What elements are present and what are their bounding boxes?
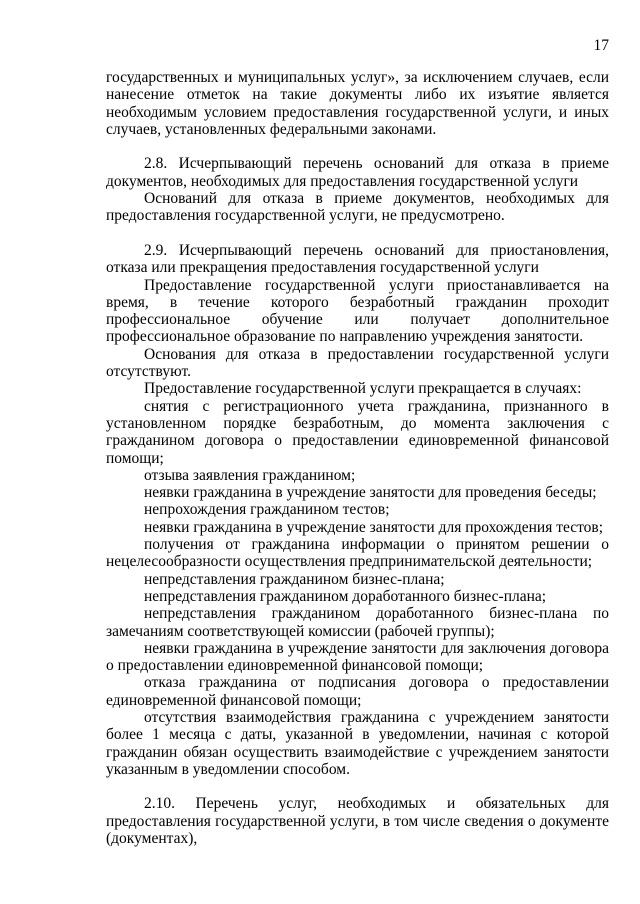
paragraph: отсутствия взаимодействия гражданина с учреждением занятости более 1 месяца с даты, указанной в уведомлении, начиная с которой гражданин обязан осуществить взаимодействие с учреждением занятости указанным в уведомлении способом.	[106, 708, 609, 778]
paragraph: неявки гражданина в учреждение занятости для прохождения тестов;	[144, 518, 604, 536]
paragraph-spacer	[106, 778, 609, 795]
paragraph-spacer	[106, 138, 609, 155]
paragraph: снятия с регистрационного учета гражданина, признанного в установленном порядке безработным, до момента заключения с гражданином договора о предоставлении единовременной финансовой помощи;	[106, 397, 609, 467]
paragraph: государственных и муниципальных услуг», за исключением случаев, если нанесение отметок на такие документы либо их изъятие является необходимым условием предоставления государственной услуги, и иных случаев, установленных федеральными законами.	[106, 69, 609, 138]
paragraph: непредставления гражданином доработанного бизнес-плана по замечаниям соответствующей комиссии (рабочей группы);	[106, 605, 609, 640]
paragraph: неявки гражданина в учреждение занятости для проведения беседы;	[144, 484, 597, 502]
paragraph: Предоставление государственной услуги прекращается в случаях:	[144, 380, 582, 398]
paragraph: отказа гражданина от подписания договора о предоставлении единовременной финансовой помощи;	[106, 674, 609, 709]
paragraph-spacer	[106, 225, 609, 242]
paragraph: неявки гражданина в учреждение занятости для заключения договора о предоставлении единовременной финансовой помощи;	[106, 639, 609, 675]
paragraph: непредставления гражданином бизнес-плана;	[144, 570, 445, 588]
paragraph: Основания для отказа в предоставлении государственной услуги отсутствуют.	[106, 345, 609, 381]
page-number: 17	[593, 37, 609, 54]
paragraph: непрохождения гражданином тестов;	[144, 501, 390, 519]
paragraph: Оснований для отказа в приеме документов, необходимых для предоставления государственной услуги, не предусмотрено.	[106, 190, 609, 225]
paragraph: получения от гражданина информации о принятом решении о нецелесообразности осуществления предпринимательской деятельности;	[106, 536, 609, 571]
paragraph: отзыва заявления гражданином;	[144, 466, 356, 484]
paragraph: непредставления гражданином доработанного бизнес-плана;	[144, 587, 547, 605]
paragraph: 2.9. Исчерпывающий перечень оснований для приостановления, отказа или прекращения предоставления государственной услуги	[106, 241, 609, 277]
paragraph: 2.8. Исчерпывающий перечень оснований для отказа в приеме документов, необходимых для предоставления государственной услуги	[106, 155, 609, 190]
document-body	[106, 69, 609, 847]
paragraph: Предоставление государственной услуги приостанавливается на время, в течение которого безработный гражданин проходит профессиональное обучение или получает дополнительное профессиональное образование по направлению учреждения занятости.	[106, 276, 609, 346]
paragraph: 2.10. Перечень услуг, необходимых и обязательных для предоставления государственной услуги, в том числе сведения о документе (документах),	[106, 795, 609, 848]
